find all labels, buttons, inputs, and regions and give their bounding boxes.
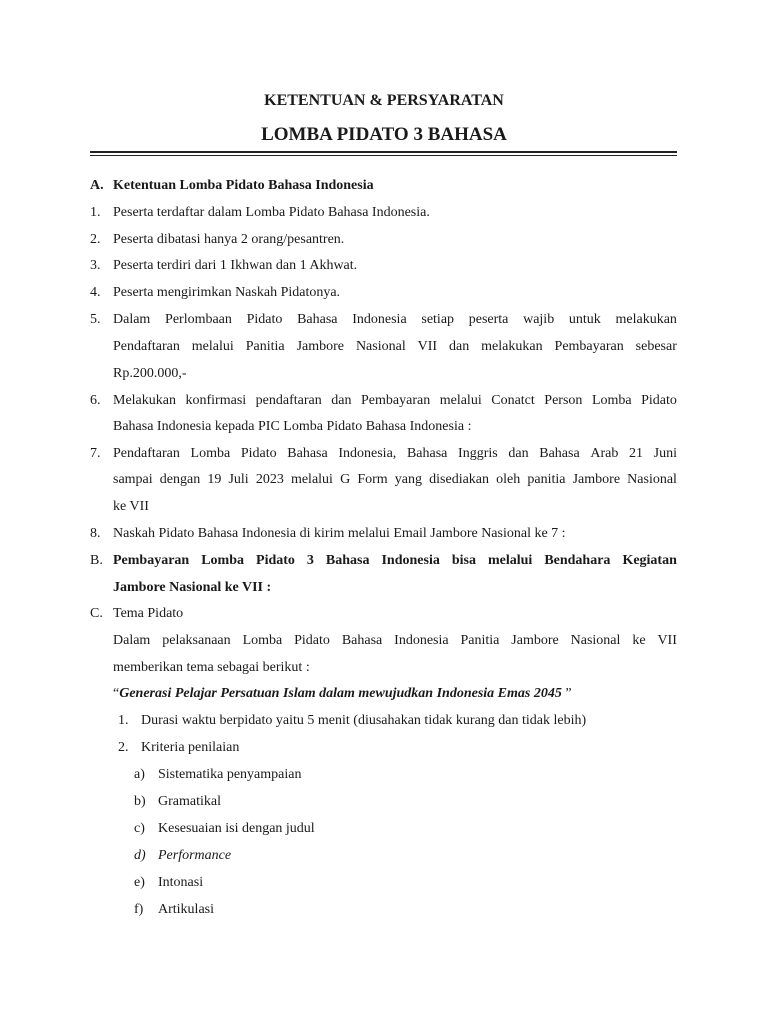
word: Bahasa [325, 553, 370, 568]
criteria-letter: c) [134, 821, 145, 836]
word: pelaksanaan [162, 633, 231, 648]
section-c-marker: C. [90, 606, 103, 621]
word: Arab [590, 446, 619, 461]
theme-quote: “Generasi Pelajar Persatuan Islam dalam mewujudkan Indonesia Emas 2045 ” [113, 686, 572, 701]
word: VII [417, 339, 438, 354]
sub-list-number: 2. [118, 740, 129, 755]
word: Lomba [591, 393, 632, 408]
word: Pembayaran [554, 339, 624, 354]
word: konfirmasi [185, 393, 247, 408]
word: Pidato [240, 446, 277, 461]
word: setiap [421, 312, 455, 327]
document-title: KETENTUAN & PERSYARATAN [264, 92, 504, 109]
title-divider-thick [90, 151, 677, 153]
word: Melakukan [113, 393, 176, 408]
word: pendaftaran [255, 393, 322, 408]
list-item-text: ke VII [113, 499, 149, 514]
section-b-heading [113, 553, 677, 569]
word: Indonesia [394, 633, 449, 648]
list-item-number: 4. [90, 285, 101, 300]
section-a-heading: Ketentuan Lomba Pidato Bahasa Indonesia [113, 178, 374, 193]
word: Pembayaran [113, 553, 190, 568]
word: Person [544, 393, 583, 408]
word: dengan [159, 472, 201, 487]
list-item-text: Bahasa Indonesia kepada PIC Lomba Pidato Bahasa Indonesia : [113, 419, 472, 434]
list-item-number: 1. [90, 205, 101, 220]
word: Lomba [190, 446, 231, 461]
word: yang [394, 472, 423, 487]
list-item-text [113, 472, 677, 488]
word: dan [508, 446, 529, 461]
word: Perlombaan [165, 312, 232, 327]
word: panitia [527, 472, 566, 487]
word: dan [449, 339, 470, 354]
word: Indonesia, [338, 446, 397, 461]
word: wajib [523, 312, 555, 327]
word: melakukan [615, 312, 677, 327]
criteria-text: Gramatikal [158, 794, 221, 809]
word: Jambore [296, 339, 344, 354]
word: Dalam [113, 633, 151, 648]
list-item-text: Peserta terdiri dari 1 Ikhwan dan 1 Akhwat. [113, 258, 358, 273]
word: Lomba [201, 553, 245, 568]
word: sampai [113, 472, 153, 487]
word: Pidato [294, 633, 330, 648]
word: Bahasa [341, 633, 383, 648]
criteria-text: Performance [158, 848, 232, 863]
word: Panitia [460, 633, 500, 648]
word: Bahasa [406, 446, 448, 461]
criteria-letter: e) [134, 875, 145, 890]
word: Pidato [256, 553, 295, 568]
word: melakukan [481, 339, 543, 354]
word: Bendahara [544, 553, 611, 568]
word: Juli [228, 472, 249, 487]
word: Bahasa [539, 446, 580, 461]
word: melalui [290, 472, 333, 487]
word: Pidato [246, 312, 283, 327]
theme-text: Generasi Pelajar Persatuan Islam dalam mewujudkan Indonesia Emas 2045 [119, 686, 562, 701]
criteria-letter: d) [134, 848, 146, 863]
criteria-text: Artikulasi [158, 902, 214, 917]
criteria-letter: a) [134, 767, 145, 782]
section-c-heading: Tema Pidato [113, 606, 184, 621]
word: Kegiatan [622, 553, 677, 568]
word: Jambore [511, 633, 559, 648]
word: Pendaftaran [113, 339, 180, 354]
word: 3 [306, 553, 314, 568]
criteria-text: Kesesuaian isi dengan judul [158, 821, 315, 836]
word: Lomba [242, 633, 283, 648]
word: ke [632, 633, 646, 648]
list-item-number: 6. [90, 393, 101, 408]
criteria-text: Sistematika penyampaian [158, 767, 302, 782]
word: G [340, 472, 351, 487]
word: Conatct [491, 393, 535, 408]
word: Form [357, 472, 388, 487]
list-item-number: 2. [90, 232, 101, 247]
title-divider-thin [90, 155, 677, 156]
sub-list-number: 1. [118, 713, 129, 728]
word: Nasional [627, 472, 677, 487]
word: bisa [451, 553, 476, 568]
word: Nasional [355, 339, 406, 354]
list-item-text: Rp.200.000,- [113, 366, 187, 381]
list-item-number: 5. [90, 312, 101, 327]
word: 21 [629, 446, 643, 461]
list-item-number: 3. [90, 258, 101, 273]
word: Indonesia [381, 553, 440, 568]
word: Panitia [245, 339, 285, 354]
word: oleh [496, 472, 521, 487]
criteria-letter: b) [134, 794, 146, 809]
word: Pembayaran [361, 393, 431, 408]
sub-list-text: Kriteria penilaian [141, 740, 240, 755]
word: Inggris [458, 446, 498, 461]
list-item-text [113, 339, 677, 355]
word: melalui [487, 553, 533, 568]
list-item-number: 7. [90, 446, 101, 461]
list-item-text: Peserta mengirimkan Naskah Pidatonya. [113, 285, 341, 300]
word: peserta [468, 312, 509, 327]
word: 2023 [255, 472, 284, 487]
word: Pidato [641, 393, 677, 408]
list-item-number: 8. [90, 526, 101, 541]
list-item-text: Peserta terdaftar dalam Lomba Pidato Bahasa Indonesia. [113, 205, 430, 220]
word: melalui [191, 339, 234, 354]
word: Bahasa [287, 446, 328, 461]
list-item-text [113, 446, 677, 462]
list-item-text: Naskah Pidato Bahasa Indonesia di kirim melalui Email Jambore Nasional ke 7 : [113, 526, 566, 541]
word: VII [657, 633, 677, 648]
word: Bahasa [297, 312, 338, 327]
document-subtitle: LOMBA PIDATO 3 BAHASA [261, 124, 507, 145]
word: sebesar [635, 339, 677, 354]
word: Pendaftaran [113, 446, 180, 461]
criteria-text: Intonasi [158, 875, 204, 890]
word: 19 [207, 472, 222, 487]
sub-list-text: Durasi waktu berpidato yaitu 5 menit (diusahakan tidak kurang dan tidak lebih) [141, 713, 587, 728]
word: dan [331, 393, 352, 408]
word: untuk [568, 312, 601, 327]
word: Dalam [113, 312, 151, 327]
list-item-text [113, 312, 677, 328]
list-item-text [113, 393, 677, 409]
list-item-text: Peserta dibatasi hanya 2 orang/pesantren. [113, 232, 345, 247]
criteria-letter: f) [134, 902, 144, 917]
word: Juni [653, 446, 677, 461]
section-c-paragraph [113, 633, 677, 649]
word: disediakan [429, 472, 490, 487]
word: Nasional [570, 633, 621, 648]
section-a-marker: A. [90, 178, 104, 193]
word: melalui [439, 393, 482, 408]
section-b-marker: B. [90, 553, 103, 568]
word: Jambore [572, 472, 621, 487]
section-c-paragraph: memberikan tema sebagai berikut : [113, 660, 310, 675]
section-b-heading: Jambore Nasional ke VII : [113, 580, 272, 595]
word: Indonesia [352, 312, 407, 327]
